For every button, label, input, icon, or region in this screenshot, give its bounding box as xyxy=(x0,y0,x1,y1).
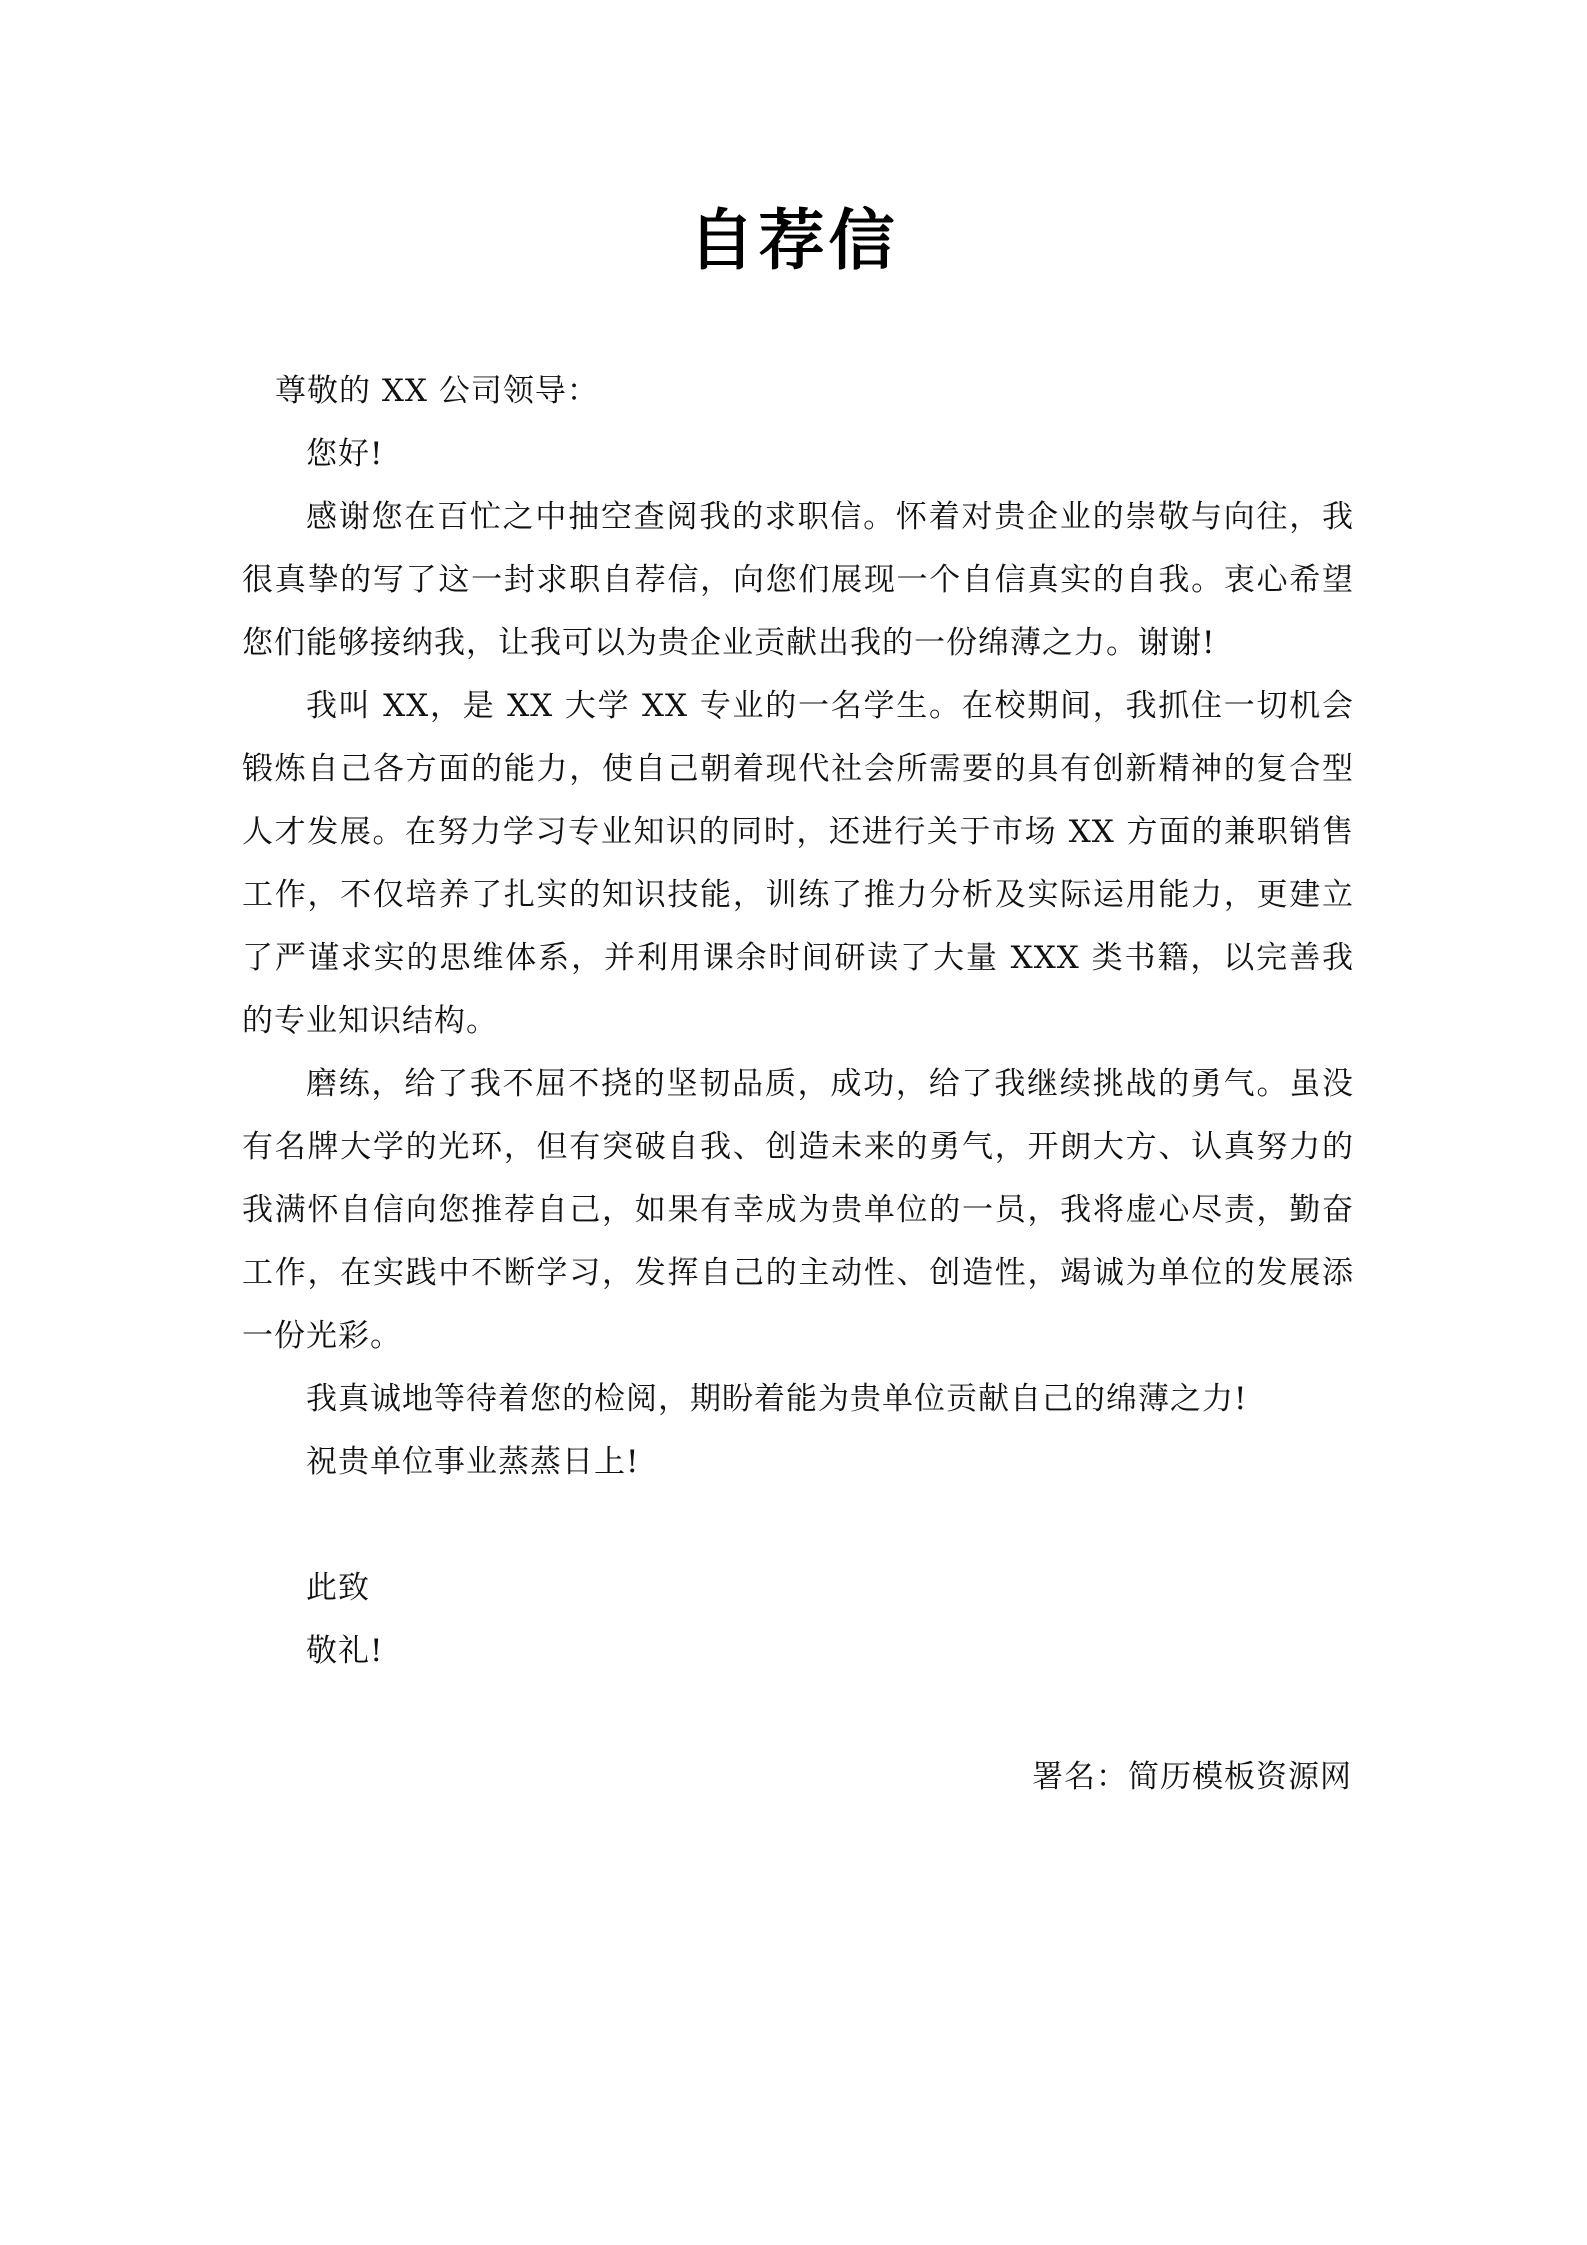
signature: 署名：简历模板资源网 xyxy=(1032,1759,1352,1795)
paragraph-self-recommendation: 磨练，给了我不屈不挠的坚韧品质，成功，给了我继续挑战的勇气。虽没有名牌大学的光环，但有突破自我、创造未来的勇气，开朗大方、认真努力的我满怀自信向您推荐自己，如果有幸成为贵单位的一员，我将虚心尽责，勤奋工作，在实践中不断学习，发挥自己的主动性、创造性，竭诚为单位的发展添一份光彩。 xyxy=(242,1066,1354,1354)
greeting: 您好! xyxy=(306,436,384,472)
wish-line: 祝贵单位事业蒸蒸日上! xyxy=(306,1444,640,1480)
paragraph-expectation: 我真诚地等待着您的检阅，期盼着能为贵单位贡献自己的绵薄之力! xyxy=(306,1381,1248,1417)
blank-line xyxy=(242,1494,1354,1557)
salutation: 尊敬的 XX 公司领导： xyxy=(275,373,599,409)
blank-line xyxy=(242,1683,1354,1746)
document-title: 自荐信 xyxy=(688,201,899,279)
closing-line-2: 敬礼! xyxy=(306,1633,384,1669)
paragraph-introduction: 我叫 XX，是 XX 大学 XX 专业的一名学生。在校期间，我抓住一切机会锻炼自己各方面的能力，使自己朝着现代社会所需要的具有创新精神的复合型人才发展。在努力学习专业知识的同时，还进行关于市场 XX 方面的兼职销售工作，不仅培养了扎实的知识技能，训练了推力分析及实际运用能力，更建立了严谨求实的思维体系，并利用课余时间研读了大量 XXX 类书籍，以完善我的专业知识结构。 xyxy=(242,688,1354,1039)
paragraph-thanks: 感谢您在百忙之中抽空查阅我的求职信。怀着对贵企业的崇敬与向往，我很真挚的写了这一封求职自荐信，向您们展现一个自信真实的自我。衷心希望您们能够接纳我，让我可以为贵企业贡献出我的一份绵薄之力。谢谢! xyxy=(242,499,1354,661)
closing-line-1: 此致 xyxy=(306,1570,370,1606)
letter-body xyxy=(242,360,1354,1809)
